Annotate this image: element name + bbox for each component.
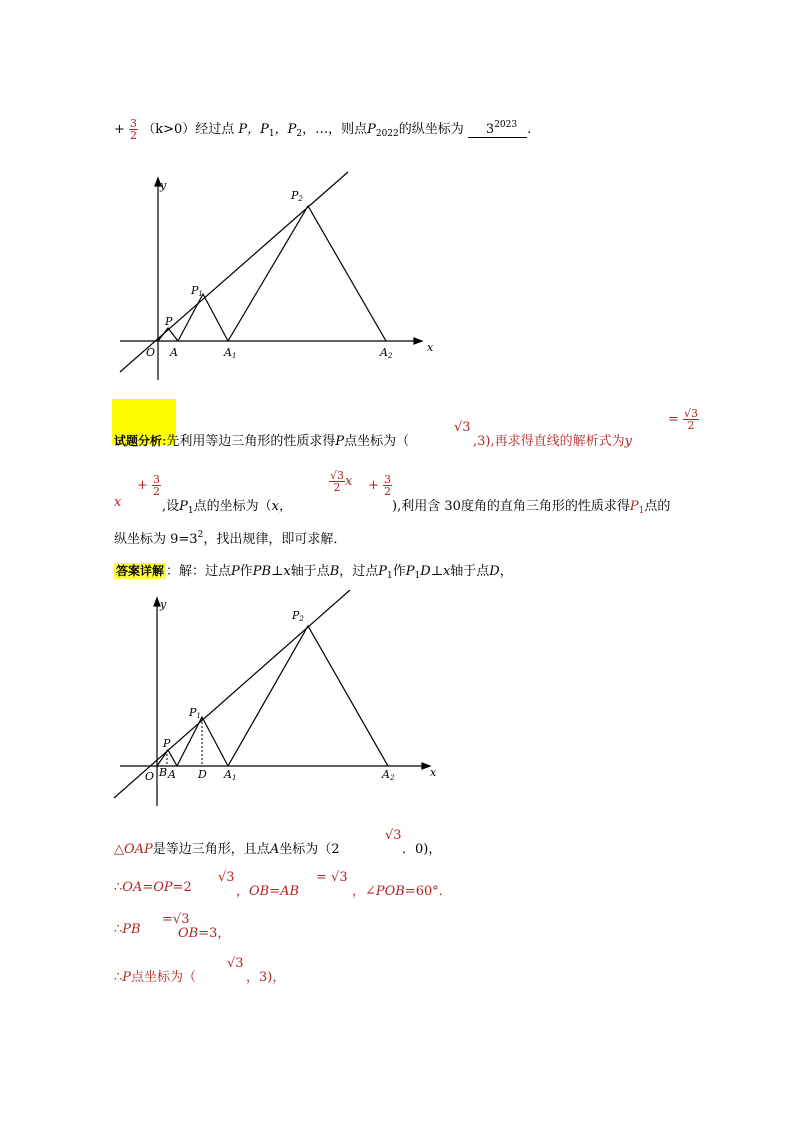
analysis-line-3: 纵坐标为 $9=3^2$，找出规律，即可求解． (114, 530, 347, 547)
analysis-line-2b: ,设$P_1$点的坐标为（x， (162, 499, 292, 516)
label-P: P (165, 315, 173, 328)
label-O: O (146, 346, 156, 359)
label-A2: A2 (380, 346, 393, 360)
label-x: x (427, 341, 434, 354)
step-1-tail: ．0)， (402, 842, 442, 857)
step-4-sqrt: √3 (227, 956, 244, 971)
header-line: + $\frac{3}{2}$ （k>0）经过点 P，$P_1$，$P_2$，…，则点$P_{2022}$的纵坐标为 $3^{2023}$ . (114, 117, 532, 142)
step-1-sqrt: √3 (385, 828, 402, 843)
label-P2: P2 (291, 189, 303, 203)
label-B: B (159, 766, 168, 779)
line-y-kx (120, 172, 348, 372)
condition-text: （k>0）经过点 (142, 122, 235, 137)
fraction-three-halves: $\frac{3}{2}$ (130, 117, 138, 142)
analysis-frac2: $\frac{√3}{2}$ x (330, 469, 353, 494)
analysis-line-2c: ),利用含 30度角的直角三角形的性质求得$P_1$点的 (392, 499, 671, 516)
label-y: y (160, 179, 167, 192)
label-D: D (198, 768, 207, 781)
label-P1: P1 (189, 706, 201, 720)
step-3-sqrt: =√3 (162, 912, 190, 927)
label-A: A (168, 768, 176, 781)
step-2-mid: ，OB=AB (236, 884, 300, 899)
step-3: ∴PB (114, 922, 141, 937)
label-A1: A1 (224, 768, 237, 782)
step-2-tail: ，∠POB=60°． (352, 884, 452, 899)
label-P1: P1 (191, 284, 203, 298)
analysis-c-frac: + $\frac{3}{2}$ (137, 473, 161, 498)
figure-2 (112, 590, 442, 810)
figure-1 (112, 168, 442, 388)
analysis-plus-frac: + $\frac{3}{2}$ (368, 473, 392, 498)
line-y-kx (114, 590, 350, 798)
triangle-A1P2A2 (228, 206, 386, 341)
analysis-eq-frac: = $\frac{√3}{2}$ (668, 407, 699, 432)
step-3-tail: OB=3， (178, 926, 231, 941)
analysis-line-2: x (114, 495, 122, 510)
step-2-sqrt: √3 (218, 870, 235, 885)
label-P: P (163, 737, 171, 750)
label-P2: P2 (292, 609, 304, 623)
triangle-A1P2A2 (228, 626, 388, 766)
label-A2: A2 (382, 768, 395, 782)
analysis-text3: ,3),再求得直线的解析式为y (473, 434, 632, 449)
step-4-tail: ，3)， (246, 970, 286, 985)
label-A: A (170, 346, 178, 359)
step-2: ∴OA=OP=2 (114, 880, 192, 895)
step-2-sqrt2: = √3 (316, 870, 348, 885)
analysis-sqrt3: √3 (454, 420, 471, 435)
label-O: O (145, 770, 155, 783)
step-1: △OAP是等边三角形，且点A坐标为（2 (114, 842, 340, 857)
step-4: ∴P点坐标为（ (114, 970, 197, 985)
solution-line: 答案详解 ：解：过点P作PB⊥x轴于点B，过点$P_1$作$P_1D\perp x$轴于点D， (116, 564, 513, 581)
analysis-line-1: 试题分析:先利用等边三角形的性质求得P点坐标为（ (114, 434, 410, 449)
triangle-AP1A1 (178, 294, 228, 341)
answer-blank: $3^{2023}$ (468, 120, 527, 138)
label-y: y (160, 598, 167, 611)
label-x: x (430, 766, 437, 779)
plus-sign: + (114, 122, 125, 137)
label-A1: A1 (224, 346, 237, 360)
solution-tag: 答案详解 (116, 564, 165, 578)
